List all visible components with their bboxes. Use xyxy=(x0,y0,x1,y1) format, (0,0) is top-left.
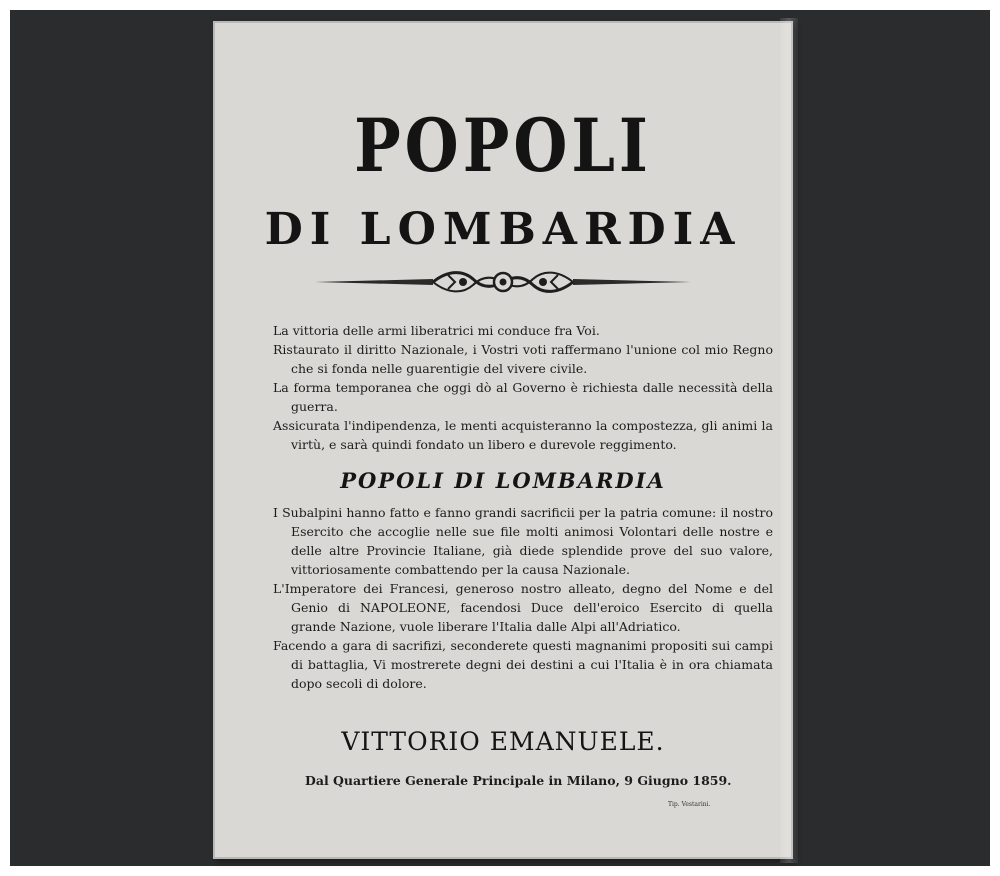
paragraph: La vittoria delle armi liberatrici mi conduce fra Voi. xyxy=(273,323,600,338)
paragraph: Ristaurato il diritto Nazionale, i Vostri voti raffermano l'unione col mio Regno che si fonda nelle guarentigie del vivere civile. xyxy=(273,342,773,376)
poster-subtitle: DI LOMBARDIA xyxy=(264,204,742,255)
proclamation-poster xyxy=(213,21,793,859)
paragraph: Facendo a gara di sacrifizi, seconderete questi magnanimi propositi sui campi di battaglia, Vi mostrerete degni dei destini a cui l'Italia è in ora chiamata dopo secoli di dolore. xyxy=(273,638,773,691)
protective-sleeve-glare xyxy=(780,18,798,863)
paragraph: L'Imperatore dei Francesi, generoso nostro alleato, degno del Nome e del Genio di NAPOLEONE, facendosi Duce dell'eroico Esercito di quella grande Nazione, vuole liberare l'Italia dalle Alpi all'Adriatico. xyxy=(273,581,773,634)
dateline: Dal Quartiere Generale Principale in Milano, 9 Giugno 1859. xyxy=(305,773,732,788)
signature: VITTORIO EMANUELE. xyxy=(341,727,665,756)
paragraph: La forma temporanea che oggi dò al Governo è richiesta dalle necessità della guerra. xyxy=(273,380,773,414)
paragraph: I Subalpini hanno fatto e fanno grandi sacrificii per la patria comune: il nostro Esercito che accoglie nelle sue file molti animosi Volontari delle nostre e delle altre Provincie Italiane, già diede splendide prove del suo valore, vittoriosamente combattendo per la causa Nazionale. xyxy=(273,505,773,577)
paragraph: Assicurata l'indipendenza, le menti acquisteranno la compostezza, gli animi la virtù, e sarà quindi fondato un libero e durevole reggimento. xyxy=(273,418,773,452)
intro-text-block xyxy=(273,321,773,454)
poster-title: POPOLI xyxy=(354,102,652,189)
scroll-ornament-icon xyxy=(313,267,693,297)
section-heading: POPOLI DI LOMBARDIA xyxy=(340,468,666,493)
printer-mark: Tip. Vestarini. xyxy=(668,801,711,808)
main-text-block xyxy=(273,503,773,693)
